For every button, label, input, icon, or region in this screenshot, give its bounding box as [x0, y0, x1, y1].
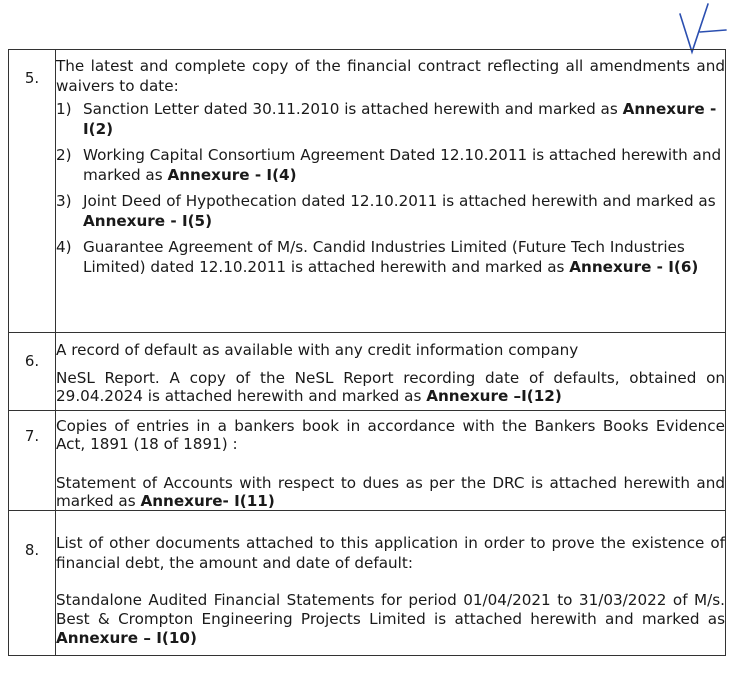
table-row [9, 50, 726, 333]
row-number: 7. [9, 411, 56, 511]
row-content [56, 50, 726, 333]
documents-table [8, 49, 726, 656]
row-content [56, 511, 726, 656]
list-item: 3) Joint Deed of Hypothecation dated 12.10.2011 is attached herewith and marked as Annexure - I(5) [56, 192, 716, 230]
list-item: 4) Guarantee Agreement of M/s. Candid Industries Limited (Future Tech Industries Limited) dated 12.10.2011 is attached herewith and marked as Annexure - I(6) [56, 238, 699, 276]
row-heading: Copies of entries in a bankers book in accordance with the Bankers Books Evidence Act, 1891 (18 of 1891) : [56, 417, 725, 453]
row-content [56, 333, 726, 411]
row-intro: The latest and complete copy of the financial contract reflecting all amendments and waivers to date: [56, 57, 725, 95]
row-detail: Standalone Audited Financial Statements for period 01/04/2021 to 31/03/2022 of M/s. Best & Crompton Engineering Projects Limited is attached herewith and marked as Annexure – I(10) [56, 591, 725, 647]
row-number: 8. [9, 511, 56, 656]
row-heading: List of other documents attached to this application in order to prove the existence of financial debt, the amount and date of default: [56, 534, 725, 572]
row-detail: Statement of Accounts with respect to dues as per the DRC is attached herewith and marked as Annexure- I(11) [56, 474, 725, 510]
row-number: 5. [9, 50, 56, 333]
table-row [9, 511, 726, 656]
row-content [56, 411, 726, 511]
list-item: 2) Working Capital Consortium Agreement Dated 12.10.2011 is attached herewith and marked as Annexure - I(4) [56, 146, 722, 184]
row-number: 6. [9, 333, 56, 411]
table-row [9, 411, 726, 511]
annexure-label: Annexure –I(12) [426, 387, 562, 405]
annexure-label: Annexure - I(2) [83, 100, 717, 138]
annexure-label: Annexure - I(5) [83, 212, 213, 230]
row-heading: A record of default as available with any credit information company [56, 341, 579, 359]
row-detail: NeSL Report. A copy of the NeSL Report recording date of defaults, obtained on 29.04.2024 is attached herewith and marked as Annexure –I(12) [56, 369, 725, 405]
annexure-label: Annexure - I(6) [569, 258, 699, 276]
annexure-list [56, 99, 725, 277]
annexure-label: Annexure- I(11) [140, 492, 275, 510]
list-item: 1) Sanction Letter dated 30.11.2010 is attached herewith and marked as Annexure - I(2) [56, 100, 717, 138]
annexure-label: Annexure - I(4) [167, 166, 297, 184]
table-row [9, 333, 726, 411]
annexure-label: Annexure – I(10) [56, 629, 197, 647]
